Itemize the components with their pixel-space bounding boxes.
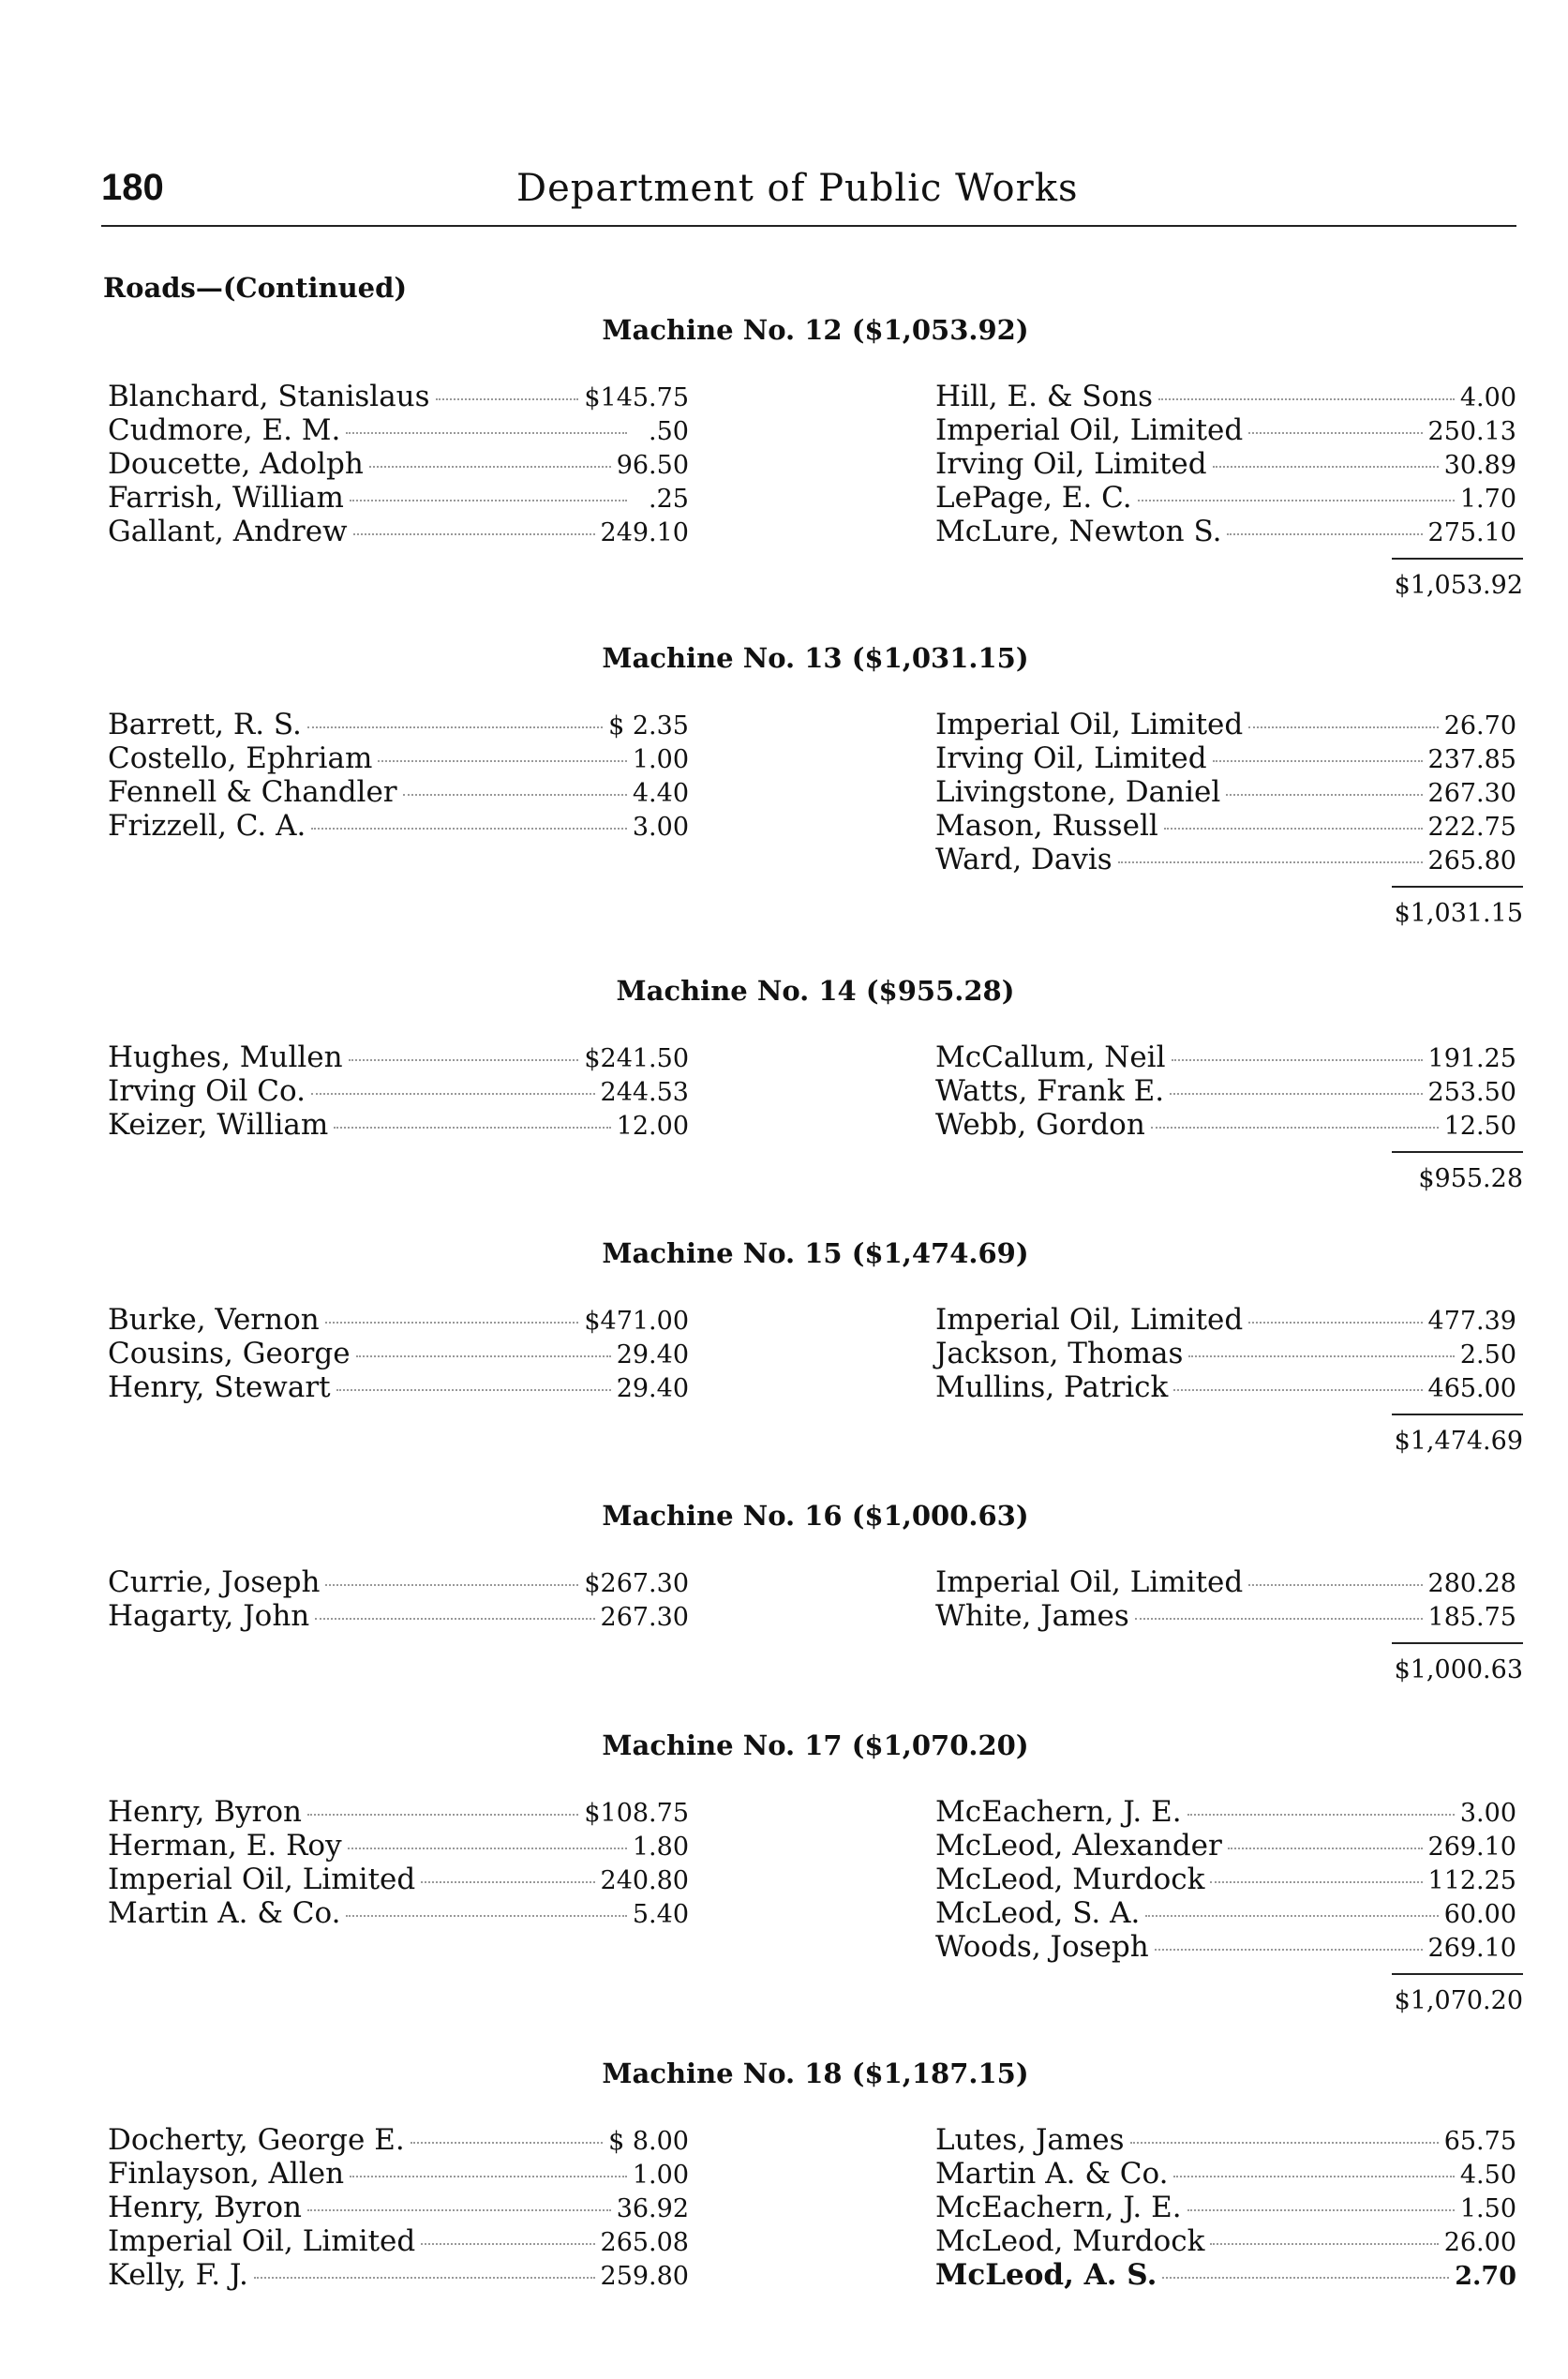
ledger-entry bbox=[935, 2157, 1516, 2191]
ledger-entry bbox=[935, 1829, 1516, 1863]
header-divider bbox=[101, 225, 1516, 227]
payment-amount: 12.00 bbox=[616, 1112, 689, 1141]
payment-amount: 280.28 bbox=[1427, 1569, 1516, 1598]
payee-name: Lutes, James bbox=[935, 2123, 1125, 2157]
right-column bbox=[935, 1303, 1516, 1404]
total-rule bbox=[1392, 886, 1523, 888]
dot-leader bbox=[307, 726, 603, 728]
payment-amount: 112.25 bbox=[1427, 1866, 1516, 1895]
dot-leader bbox=[350, 500, 627, 501]
ledger-entry bbox=[935, 380, 1516, 413]
ledger-entry bbox=[935, 1370, 1516, 1404]
payment-amount: 1.00 bbox=[632, 745, 689, 774]
total-rule bbox=[1392, 1973, 1523, 1975]
dot-leader bbox=[1145, 1915, 1438, 1917]
left-column bbox=[108, 2123, 689, 2292]
dot-leader bbox=[1248, 726, 1438, 728]
payee-name: Imperial Oil, Limited bbox=[108, 2224, 416, 2258]
page-header bbox=[101, 157, 1516, 216]
dot-leader bbox=[1138, 500, 1455, 501]
payment-amount: 4.00 bbox=[1459, 383, 1516, 412]
dot-leader bbox=[1130, 2142, 1439, 2144]
ledger-entry bbox=[935, 447, 1516, 481]
ledger-entry bbox=[935, 843, 1516, 876]
payee-name: Henry, Byron bbox=[108, 2191, 303, 2224]
payee-name: Livingstone, Daniel bbox=[935, 775, 1221, 809]
ledger-entry bbox=[108, 413, 689, 447]
dot-leader bbox=[315, 1618, 594, 1620]
payment-amount: 26.70 bbox=[1443, 711, 1516, 741]
ledger-entry bbox=[935, 1930, 1516, 1964]
payment-amount: 465.00 bbox=[1427, 1374, 1516, 1403]
machine-heading: Machine No. 18 ($1,187.15) bbox=[602, 2057, 1029, 2089]
payee-name: McLeod, Murdock bbox=[935, 2224, 1205, 2258]
dot-leader bbox=[1248, 1584, 1422, 1586]
payment-amount: .50 bbox=[649, 417, 689, 446]
payee-name: Blanchard, Stanislaus bbox=[108, 380, 430, 413]
dot-leader bbox=[1188, 1355, 1454, 1357]
payment-amount: 267.30 bbox=[600, 1603, 689, 1632]
right-column bbox=[935, 1565, 1516, 1633]
machine-heading: Machine No. 12 ($1,053.92) bbox=[602, 314, 1029, 346]
ledger-entry bbox=[935, 1108, 1516, 1142]
payment-amount: 267.30 bbox=[1427, 779, 1516, 808]
payment-amount: 240.80 bbox=[600, 1866, 689, 1895]
machine-heading: Machine No. 14 ($955.28) bbox=[616, 975, 1015, 1007]
payee-name: Webb, Gordon bbox=[935, 1108, 1145, 1142]
payment-amount: 4.40 bbox=[632, 779, 689, 808]
ledger-entry bbox=[108, 2224, 689, 2258]
payee-name: Imperial Oil, Limited bbox=[935, 413, 1244, 447]
payee-name: McEachern, J. E. bbox=[935, 1795, 1182, 1829]
dot-leader bbox=[325, 1322, 579, 1324]
ledger-entry bbox=[108, 481, 689, 515]
dot-leader bbox=[436, 398, 579, 400]
dot-leader bbox=[307, 1814, 578, 1816]
payee-name: Irving Oil, Limited bbox=[935, 741, 1207, 775]
payee-name: Woods, Joseph bbox=[935, 1930, 1149, 1964]
payee-name: Hagarty, John bbox=[108, 1599, 310, 1633]
left-column bbox=[108, 1795, 689, 1930]
payee-name: McLeod, S. A. bbox=[935, 1896, 1141, 1930]
page-number: 180 bbox=[101, 167, 164, 208]
dot-leader bbox=[348, 1848, 627, 1849]
page-title: Department of Public Works bbox=[516, 167, 1079, 210]
ledger-entry bbox=[108, 1599, 689, 1633]
dot-leader bbox=[369, 466, 611, 468]
ledger-entry bbox=[108, 2258, 689, 2292]
dot-leader bbox=[254, 2277, 595, 2279]
payment-amount: 222.75 bbox=[1427, 813, 1516, 842]
ledger-entry bbox=[108, 2191, 689, 2224]
dot-leader bbox=[403, 794, 627, 796]
payment-amount: 29.40 bbox=[616, 1340, 689, 1369]
ledger-entry bbox=[108, 515, 689, 548]
ledger-entry bbox=[108, 809, 689, 843]
dot-leader bbox=[1173, 2176, 1454, 2177]
payment-amount: $ 8.00 bbox=[608, 2127, 689, 2156]
payee-name: Jackson, Thomas bbox=[935, 1337, 1184, 1370]
dot-leader bbox=[1187, 1814, 1455, 1816]
dot-leader bbox=[334, 1127, 610, 1129]
payee-name: Barrett, R. S. bbox=[108, 708, 302, 741]
ledger-entry bbox=[935, 1863, 1516, 1896]
payee-name: Imperial Oil, Limited bbox=[108, 1863, 416, 1896]
ledger-entry bbox=[108, 380, 689, 413]
total-rule bbox=[1392, 1151, 1523, 1153]
payee-name: Costello, Ephriam bbox=[108, 741, 373, 775]
ledger-entry bbox=[935, 1795, 1516, 1829]
payee-name: Cousins, George bbox=[108, 1337, 351, 1370]
dot-leader bbox=[421, 1881, 594, 1883]
payment-amount: 259.80 bbox=[600, 2262, 689, 2291]
dot-leader bbox=[1172, 1059, 1423, 1061]
ledger-entry bbox=[108, 2157, 689, 2191]
payment-amount: $267.30 bbox=[584, 1569, 689, 1598]
payment-amount: 269.10 bbox=[1427, 1833, 1516, 1862]
ledger-entry bbox=[108, 1108, 689, 1142]
ledger-entry bbox=[935, 2258, 1516, 2292]
payee-name: Hughes, Mullen bbox=[108, 1040, 343, 1074]
payment-amount: 2.70 bbox=[1455, 2262, 1516, 2291]
left-column bbox=[108, 1565, 689, 1633]
ledger-entry bbox=[935, 1040, 1516, 1074]
ledger-entry bbox=[108, 1863, 689, 1896]
dot-leader bbox=[1164, 828, 1423, 830]
payee-name: Herman, E. Roy bbox=[108, 1829, 342, 1863]
ledger-entry bbox=[108, 708, 689, 741]
dot-leader bbox=[1248, 432, 1422, 434]
payment-amount: 1.70 bbox=[1459, 485, 1516, 514]
ledger-entry bbox=[935, 708, 1516, 741]
dot-leader bbox=[346, 1915, 626, 1917]
total-rule bbox=[1392, 1642, 1523, 1644]
ledger-entry bbox=[108, 1795, 689, 1829]
payment-amount: 2.50 bbox=[1459, 1340, 1516, 1369]
right-column bbox=[935, 708, 1516, 876]
payment-amount: 185.75 bbox=[1427, 1603, 1516, 1632]
ledger-entry bbox=[108, 1337, 689, 1370]
payment-amount: 96.50 bbox=[616, 451, 689, 480]
payment-amount: 3.00 bbox=[1459, 1799, 1516, 1828]
payee-name: Kelly, F. J. bbox=[108, 2258, 248, 2292]
payee-name: Martin A. & Co. bbox=[935, 2157, 1169, 2191]
payment-amount: 253.50 bbox=[1427, 1078, 1516, 1107]
ledger-entry bbox=[108, 1040, 689, 1074]
ledger-entry bbox=[108, 447, 689, 481]
left-column bbox=[108, 380, 689, 548]
machine-total: $1,474.69 bbox=[1394, 1427, 1523, 1456]
machine-heading: Machine No. 15 ($1,474.69) bbox=[602, 1237, 1029, 1269]
right-column bbox=[935, 2123, 1516, 2292]
payee-name: Watts, Frank E. bbox=[935, 1074, 1165, 1108]
dot-leader bbox=[378, 760, 627, 762]
right-column bbox=[935, 1795, 1516, 1964]
payee-name: Henry, Byron bbox=[108, 1795, 303, 1829]
dot-leader bbox=[1248, 1322, 1422, 1324]
payment-amount: 250.13 bbox=[1427, 417, 1516, 446]
machine-total: $955.28 bbox=[1418, 1164, 1523, 1193]
payment-amount: 3.00 bbox=[632, 813, 689, 842]
payee-name: Ward, Davis bbox=[935, 843, 1113, 876]
payment-amount: 191.25 bbox=[1427, 1044, 1516, 1073]
payment-amount: 65.75 bbox=[1443, 2127, 1516, 2156]
dot-leader bbox=[1227, 533, 1422, 535]
payee-name: Hill, E. & Sons bbox=[935, 380, 1154, 413]
payment-amount: 244.53 bbox=[600, 1078, 689, 1107]
payment-amount: 265.08 bbox=[600, 2228, 689, 2257]
ledger-entry bbox=[108, 1370, 689, 1404]
payee-name: LePage, E. C. bbox=[935, 481, 1132, 515]
payee-name: Keizer, William bbox=[108, 1108, 329, 1142]
ledger-entry bbox=[108, 775, 689, 809]
payment-amount: $241.50 bbox=[584, 1044, 689, 1073]
ledger-entry bbox=[108, 2123, 689, 2157]
left-column bbox=[108, 708, 689, 843]
machine-heading: Machine No. 13 ($1,031.15) bbox=[602, 642, 1029, 674]
payee-name: McEachern, J. E. bbox=[935, 2191, 1182, 2224]
payment-amount: 269.10 bbox=[1427, 1934, 1516, 1963]
ledger-entry bbox=[108, 741, 689, 775]
payee-name: Currie, Joseph bbox=[108, 1565, 321, 1599]
left-column bbox=[108, 1303, 689, 1404]
payment-amount: 36.92 bbox=[616, 2194, 689, 2223]
ledger-entry bbox=[935, 1896, 1516, 1930]
payee-name: McLeod, Murdock bbox=[935, 1863, 1205, 1896]
machine-total: $1,031.15 bbox=[1394, 899, 1523, 928]
ledger-entry bbox=[935, 775, 1516, 809]
ledger-entry bbox=[935, 2224, 1516, 2258]
payment-amount: $471.00 bbox=[584, 1307, 689, 1336]
dot-leader bbox=[411, 2142, 603, 2144]
payee-name: Finlayson, Allen bbox=[108, 2157, 345, 2191]
payee-name: Farrish, William bbox=[108, 481, 344, 515]
payment-amount: 237.85 bbox=[1427, 745, 1516, 774]
dot-leader bbox=[1213, 760, 1423, 762]
dot-leader bbox=[1151, 1127, 1439, 1129]
ledger-entry bbox=[935, 1337, 1516, 1370]
dot-leader bbox=[1173, 1389, 1422, 1391]
left-column bbox=[108, 1040, 689, 1142]
ledger-entry bbox=[935, 515, 1516, 548]
ledger-entry bbox=[935, 413, 1516, 447]
dot-leader bbox=[1226, 794, 1422, 796]
payee-name: Irving Oil Co. bbox=[108, 1074, 306, 1108]
payee-name: Imperial Oil, Limited bbox=[935, 1303, 1244, 1337]
payment-amount: 265.80 bbox=[1427, 846, 1516, 875]
payment-amount: 26.00 bbox=[1443, 2228, 1516, 2257]
payee-name: McLeod, Alexander bbox=[935, 1829, 1222, 1863]
ledger-entry bbox=[935, 2191, 1516, 2224]
payee-name: Imperial Oil, Limited bbox=[935, 708, 1244, 741]
payment-amount: 1.50 bbox=[1459, 2194, 1516, 2223]
total-rule bbox=[1392, 1414, 1523, 1415]
ledger-entry bbox=[108, 1565, 689, 1599]
payment-amount: 4.50 bbox=[1459, 2161, 1516, 2190]
ledger-entry bbox=[935, 1074, 1516, 1108]
payee-name: Henry, Stewart bbox=[108, 1370, 331, 1404]
machine-heading: Machine No. 16 ($1,000.63) bbox=[602, 1500, 1029, 1532]
payee-name: Martin A. & Co. bbox=[108, 1896, 341, 1930]
ledger-entry bbox=[108, 1896, 689, 1930]
dot-leader bbox=[311, 828, 627, 830]
payee-name: White, James bbox=[935, 1599, 1129, 1633]
dot-leader bbox=[350, 2176, 627, 2177]
right-column bbox=[935, 380, 1516, 548]
dot-leader bbox=[1118, 861, 1423, 863]
payee-name: Gallant, Andrew bbox=[108, 515, 348, 548]
dot-leader bbox=[1187, 2209, 1455, 2211]
payee-name: Irving Oil, Limited bbox=[935, 447, 1207, 481]
section-title: Roads—(Continued) bbox=[103, 272, 408, 304]
dot-leader bbox=[1213, 466, 1439, 468]
dot-leader bbox=[311, 1093, 595, 1095]
payee-name: Mason, Russell bbox=[935, 809, 1158, 843]
ledger-entry bbox=[935, 1303, 1516, 1337]
payment-amount: 5.40 bbox=[632, 1900, 689, 1929]
ledger-entry bbox=[935, 741, 1516, 775]
dot-leader bbox=[1228, 1848, 1423, 1849]
payee-name: Imperial Oil, Limited bbox=[935, 1565, 1244, 1599]
dot-leader bbox=[1158, 398, 1455, 400]
dot-leader bbox=[1210, 2243, 1438, 2245]
payee-name: McLeod, A. S. bbox=[935, 2258, 1157, 2292]
machine-heading: Machine No. 17 ($1,070.20) bbox=[602, 1729, 1029, 1761]
dot-leader bbox=[356, 1355, 611, 1357]
payment-amount: 30.89 bbox=[1443, 451, 1516, 480]
right-column bbox=[935, 1040, 1516, 1142]
ledger-entry bbox=[935, 481, 1516, 515]
ledger-entry bbox=[935, 1599, 1516, 1633]
payee-name: Frizzell, C. A. bbox=[108, 809, 306, 843]
ledger-entry bbox=[108, 1303, 689, 1337]
dot-leader bbox=[353, 533, 595, 535]
dot-leader bbox=[1135, 1618, 1423, 1620]
dot-leader bbox=[346, 432, 627, 434]
payee-name: Mullins, Patrick bbox=[935, 1370, 1169, 1404]
payment-amount: 249.10 bbox=[600, 518, 689, 547]
ledger-entry bbox=[935, 2123, 1516, 2157]
dot-leader bbox=[1155, 1949, 1423, 1951]
payment-amount: 1.00 bbox=[632, 2161, 689, 2190]
machine-total: $1,000.63 bbox=[1394, 1655, 1523, 1684]
payee-name: McCallum, Neil bbox=[935, 1040, 1166, 1074]
dot-leader bbox=[325, 1584, 578, 1586]
ledger-entry bbox=[108, 1074, 689, 1108]
payee-name: Doucette, Adolph bbox=[108, 447, 364, 481]
payment-amount: $108.75 bbox=[584, 1799, 689, 1828]
machine-total: $1,070.20 bbox=[1394, 1986, 1523, 2015]
payee-name: Burke, Vernon bbox=[108, 1303, 320, 1337]
payment-amount: $145.75 bbox=[584, 383, 689, 412]
total-rule bbox=[1392, 558, 1523, 560]
payment-amount: .25 bbox=[649, 485, 689, 514]
payment-amount: 275.10 bbox=[1427, 518, 1516, 547]
payment-amount: 29.40 bbox=[616, 1374, 689, 1403]
ledger-entry bbox=[935, 1565, 1516, 1599]
payee-name: McLure, Newton S. bbox=[935, 515, 1222, 548]
payment-amount: 60.00 bbox=[1443, 1900, 1516, 1929]
dot-leader bbox=[1210, 1881, 1422, 1883]
dot-leader bbox=[1170, 1093, 1422, 1095]
dot-leader bbox=[1162, 2277, 1449, 2279]
payment-amount: 12.50 bbox=[1443, 1112, 1516, 1141]
dot-leader bbox=[421, 2243, 594, 2245]
payee-name: Docherty, George E. bbox=[108, 2123, 405, 2157]
payee-name: Fennell & Chandler bbox=[108, 775, 397, 809]
dot-leader bbox=[349, 1059, 579, 1061]
ledger-entry bbox=[935, 809, 1516, 843]
payment-amount: 1.80 bbox=[632, 1833, 689, 1862]
payment-amount: $ 2.35 bbox=[608, 711, 689, 741]
ledger-entry bbox=[108, 1829, 689, 1863]
dot-leader bbox=[307, 2209, 611, 2211]
dot-leader bbox=[336, 1389, 611, 1391]
payee-name: Cudmore, E. M. bbox=[108, 413, 341, 447]
payment-amount: 477.39 bbox=[1427, 1307, 1516, 1336]
machine-total: $1,053.92 bbox=[1394, 571, 1523, 600]
